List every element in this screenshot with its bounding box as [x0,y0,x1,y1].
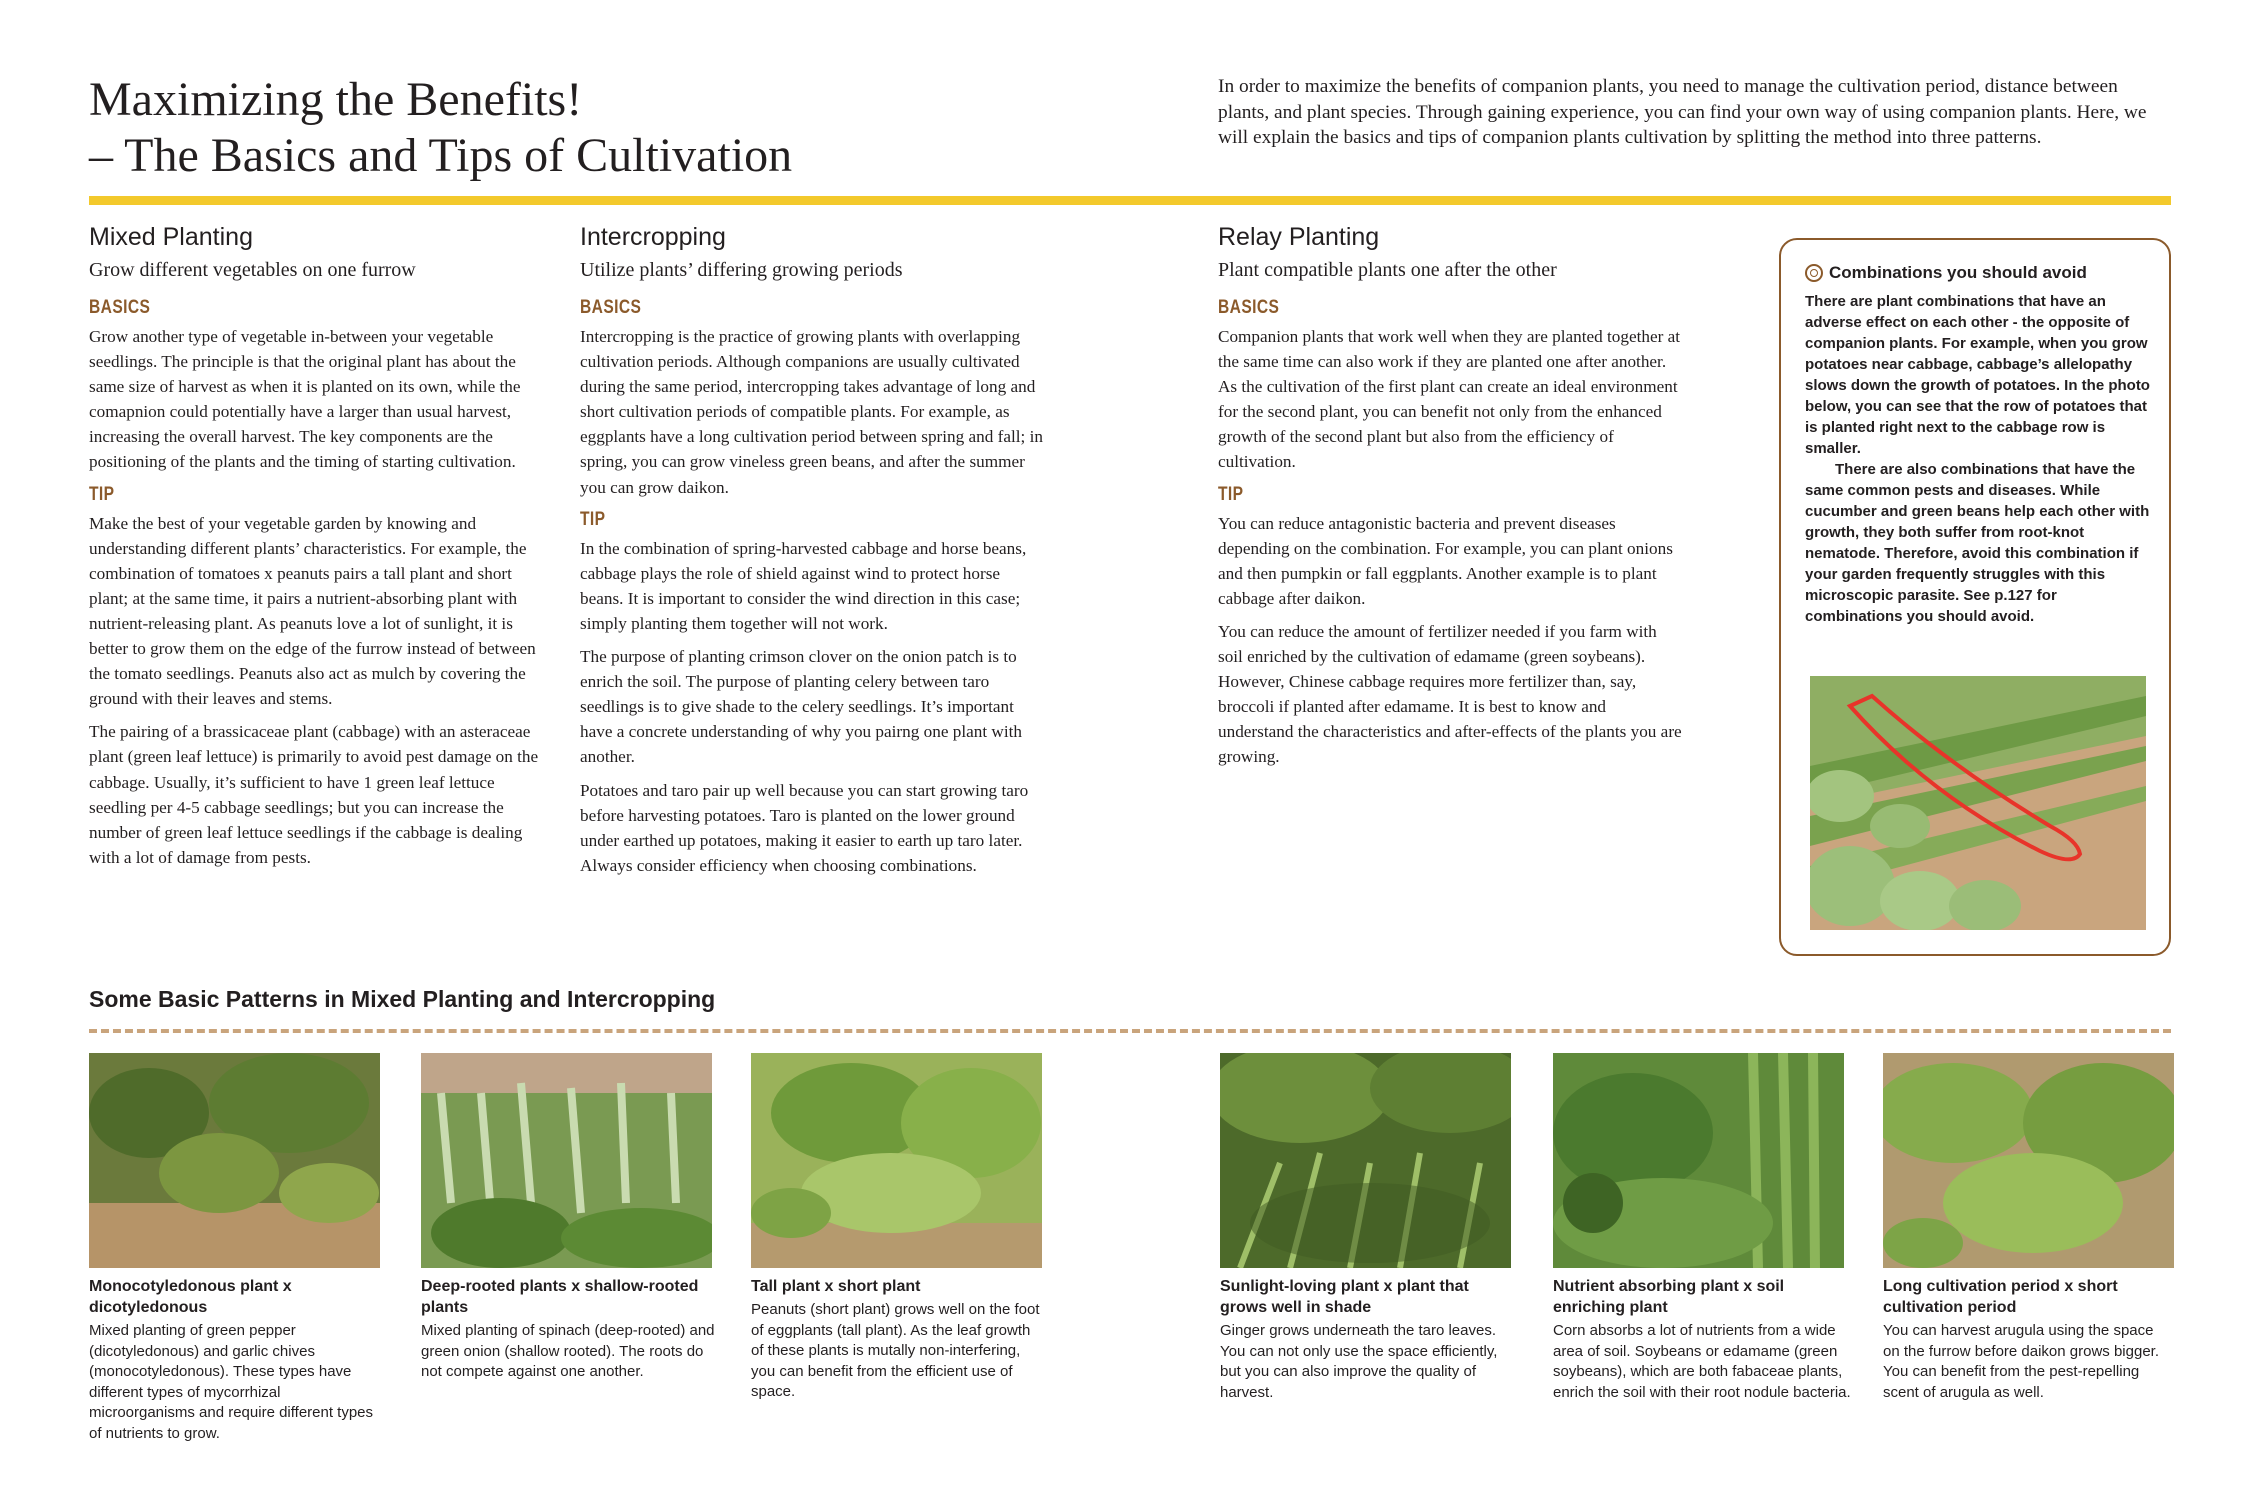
inter-tip-text-2: The purpose of planting crimson clover on the onion patch is to enrich the soil. The purpose of planting celery between taro seedlings is to give shade to the celery seedlings. It’s important have a concrete understanding of why you pairng one plant with another. [580,647,1022,767]
mixed-tip-text-1: Make the best of your vegetable garden by knowing and understanding different plants’ characteristics. For example, the combination of tomatoes x peanuts pairs a tall plant and short plant; at the same time, it pairs a nutrient-absorbing plant with nutrient-releasing plant. As peanuts love a lot of sunlight, it is better to grow them on the edge of the furrow instead of between the tomato seedlings. Peanuts also act as mulch by covering the ground with their leaves and stems. [89,513,536,709]
photo-corn-soybean [1553,1053,1844,1268]
pattern-caption-6 [1883,1276,2173,1403]
pattern-body-3: Peanuts (short plant) grows well on the foot of eggplants (tall plant). As the leaf growth of these plants is mutally non-interfering, you can benefit from the efficient use of space. [751,1301,1040,1401]
pattern-title-3: Tall plant x short plant [751,1278,921,1295]
patterns-title: Some Basic Patterns in Mixed Planting and Intercropping [89,986,716,1012]
pattern-caption-5 [1553,1276,1853,1403]
avoid-paragraph-1: There are plant combinations that have an adverse effect on each other - the opposite of companion plants. For example, when you grow potatoes near cabbage, cabbage’s allelopathy slows down the growth of potatoes. In the photo below, you can see that the row of potatoes that is planted right next to the cabbage row is smaller. [1805,293,2150,457]
mixed-planting-section [89,222,549,878]
photo-daikon-arugula [1883,1053,2174,1268]
mixed-subtitle: Grow different vegetables on one furrow [89,259,416,281]
pattern-title-1: Monocotyledonous plant x dicotyledonous [89,1278,292,1316]
avoid-paragraph-2: There are also combinations that have the same common pests and diseases. While cucumber and green beans help each other with growth, they both suffer from root-knot nematode. Therefore, avoid this combination if your garden frequently struggles with this microscopic parasite. See p.127 for combinations you should avoid. [1805,461,2150,625]
pattern-body-4: Ginger grows underneath the taro leaves. You can not only use the space efficiently, but you can also improve the quality of harvest. [1220,1322,1498,1401]
photo-spinach-onion [421,1053,712,1268]
pattern-title-2: Deep-rooted plants x shallow-rooted plants [421,1278,699,1316]
cabbage-potato-photo [1810,676,2146,930]
mixed-basics-text: Grow another type of vegetable in-between your vegetable seedlings. The principle is that the original plant has about the same size of harvest as when it is planted on its own, while the comapnion could potentially have a larger than usual harvest, increasing the overall harvest. The key components are the positioning of the plants and the timing of starting cultivation. [89,327,521,472]
accent-bar [89,196,2171,205]
relay-heading: Relay Planting [1218,223,1380,251]
photo-eggplant-peanut [751,1053,1042,1268]
avoid-combinations-box [1779,238,2171,956]
relay-basics-label: BASICS [1218,297,1280,318]
inter-heading: Intercropping [580,223,726,251]
avoid-heading [1805,262,2087,284]
pattern-title-6: Long cultivation period x short cultivation period [1883,1278,2118,1316]
relay-basics-text: Companion plants that work well when they are planted together at the same time can also work if they are planted one after another. As the cultivation of the first plant can create an ideal environment for the second plant, you can benefit not only from the enhanced growth of the second plant but also from the efficiency of cultivation. [1218,327,1681,472]
inter-tip-text-3: Potatoes and taro pair up well because you can start growing taro before harvesting potatoes. Taro is planted on the lower ground under earthed up potatoes, making it easier to earth up taro later. Always consider efficiency when choosing combinations. [580,780,1029,875]
photo-taro-ginger [1220,1053,1511,1268]
inter-subtitle: Utilize plants’ differing growing periods [580,259,903,281]
avoid-heading-text: Combinations you should avoid [1829,263,2087,282]
inter-basics-text: Intercropping is the practice of growing plants with overlapping cultivation periods. Although companions are usually cultivated during the same period, intercropping takes advantage of long and short cultivation periods of compatible plants. For example, as eggplants have a long cultivation period between spring and fall; in spring, you can grow vineless green beans, and after the summer you can grow daikon. [580,327,1043,497]
dashed-divider [89,1029,2171,1033]
pattern-body-1: Mixed planting of green pepper (dicotyledonous) and garlic chives (monocotyledonous). These types have different types of mycorrhizal microorganisms and require different types of nutrients to grow. [89,1322,374,1442]
relay-tip-label: TIP [1218,483,1244,505]
mixed-heading: Mixed Planting [89,223,253,251]
intro-paragraph: In order to maximize the benefits of companion plants, you need to manage the cultivation period, distance between plants, and plant species. Through gaining experience, you can find your own way of using companion plants. Here, we will explain the basics and tips of companion plants cultivation by splitting the method into three patterns. [1218,76,2147,149]
relay-subtitle: Plant compatible plants one after the other [1218,259,1557,281]
title-line-1: Maximizing the Benefits! [89,73,583,126]
intercropping-section [580,222,1044,886]
pattern-caption-1 [89,1276,389,1445]
inter-basics-label: BASICS [580,297,642,318]
mixed-basics-label: BASICS [89,297,151,318]
mixed-tip-label: TIP [89,483,115,505]
inter-tip-text-1: In the combination of spring-harvested cabbage and horse beans, cabbage plays the role of shield against wind to protect horse beans. It is important to consider the wind direction in this case; simply planting them together will not work. [580,538,1027,633]
pattern-title-5: Nutrient absorbing plant x soil enriching plant [1553,1278,1785,1316]
mixed-tip-text-2: The pairing of a brassicaceae plant (cabbage) with an asteraceae plant (green leaf lettuce) is primarily to avoid pest damage on the cabbage. Usually, it’s sufficient to have 1 green leaf lettuce seedling per 4-5 cabbage seedlings; but you can increase the number of green leaf lettuce seedlings if the cabbage is dealing with a lot of damage from pests. [89,722,539,867]
pattern-caption-4 [1220,1276,1520,1403]
pattern-body-6: You can harvest arugula using the space on the furrow before daikon grows bigger. You can benefit from the pest-repelling scent of arugula as well. [1883,1322,2159,1401]
avoid-body [1805,291,2155,627]
pattern-caption-2 [421,1276,721,1383]
photo-pepper-chives [89,1053,380,1268]
relay-planting-section [1218,222,1684,778]
title-line-2: – The Basics and Tips of Cultivation [89,129,793,182]
pattern-body-5: Corn absorbs a lot of nutrients from a wide area of soil. Soybeans or edamame (green soybeans), which are both fabaceae plants, enrich the soil with their root nodule bacteria. [1553,1322,1851,1401]
pattern-caption-3 [751,1276,1041,1403]
inter-tip-label: TIP [580,508,606,530]
double-circle-icon [1805,264,1823,282]
pattern-title-4: Sunlight-loving plant x plant that grows well in shade [1220,1278,1469,1316]
relay-tip-text-1: You can reduce antagonistic bacteria and prevent diseases depending on the combination. For example, you can plant onions and then pumpkin or fall eggplants. Another example is to plant cabbage after daikon. [1218,513,1673,608]
relay-tip-text-2: You can reduce the amount of fertilizer needed if you farm with soil enriched by the cultivation of edamame (green soybeans). However, Chinese cabbage requires more fertilizer than, say, broccoli if planted after edamame. It is best to know and understand the characteristics and after-effects of the plants you are growing. [1218,621,1682,767]
pattern-body-2: Mixed planting of spinach (deep-rooted) and green onion (shallow rooted). The roots do not compete against one another. [421,1322,715,1381]
page-title [89,72,1129,184]
